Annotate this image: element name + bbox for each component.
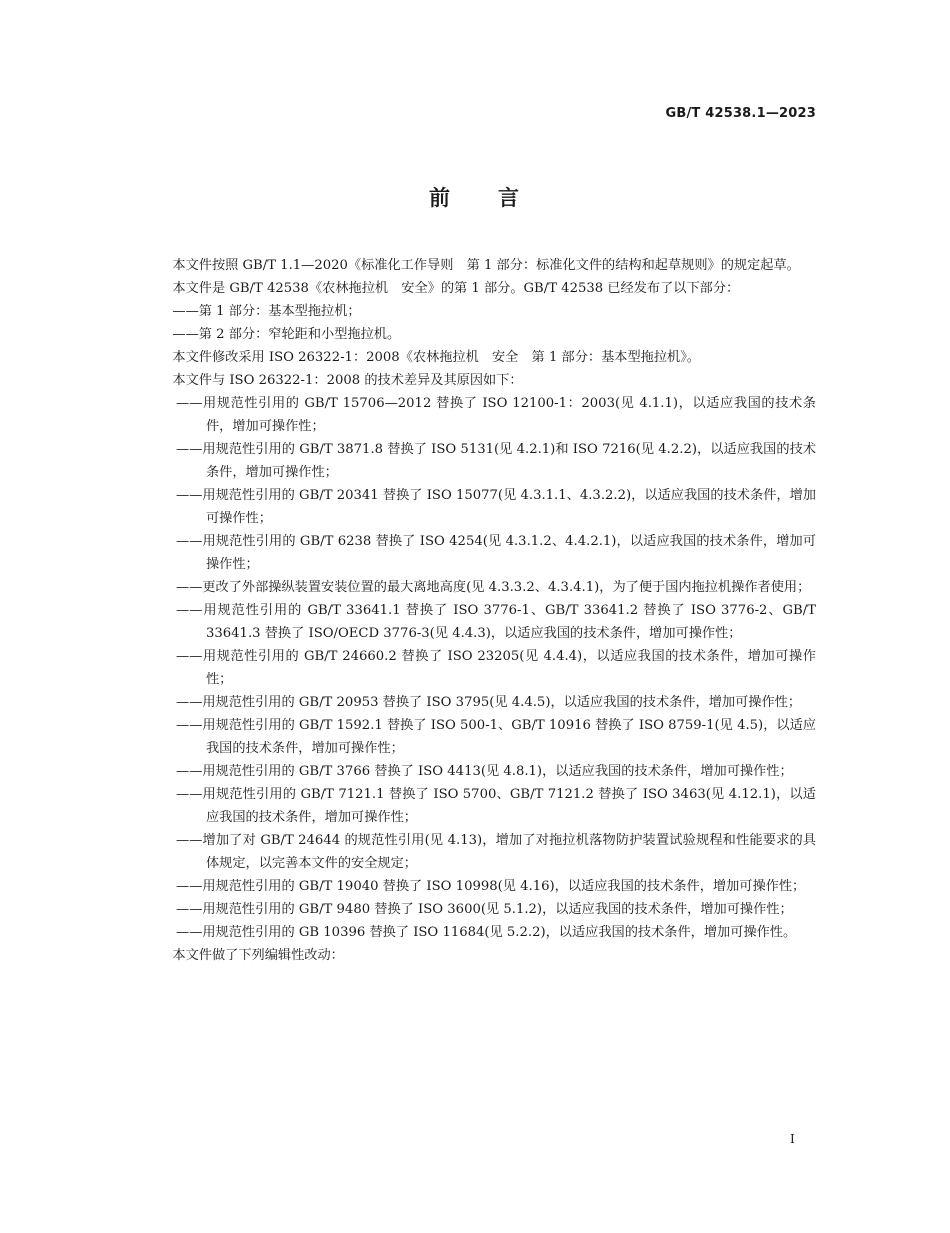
paragraph-editorial-changes: 本文件做了下列编辑性改动：	[172, 948, 344, 963]
list-item-difference: ——用规范性引用的 GB/T 7121.1 替换了 ISO 5700、GB/T 7121.2 替换了 ISO 3463(见 4.12.1)，以适应我国的技术条件，增加可操作性；	[176, 787, 816, 825]
list-item-difference: ——用规范性引用的 GB/T 19040 替换了 ISO 10998(见 4.16)，以适应我国的技术条件，增加可操作性；	[176, 879, 806, 894]
list-item-difference: ——用规范性引用的 GB/T 3871.8 替换了 ISO 5131(见 4.2.1)和 ISO 7216(见 4.2.2)，以适应我国的技术条件，增加可操作性；	[176, 442, 816, 480]
list-item-difference: ——增加了对 GB/T 24644 的规范性引用(见 4.13)，增加了对拖拉机落物防护装置试验规程和性能要求的具体规定，以完善本文件的安全规定；	[176, 833, 816, 871]
list-item-part: ——第 2 部分：窄轮距和小型拖拉机。	[172, 327, 401, 342]
list-item-difference: ——更改了外部操纵装置安装位置的最大离地高度(见 4.3.3.2、4.3.4.1)，为了便于国内拖拉机操作者使用；	[176, 580, 811, 595]
title-char-1: 前	[429, 186, 452, 210]
list-item-difference: ——用规范性引用的 GB/T 20341 替换了 ISO 15077(见 4.3.1.1、4.3.2.2)，以适应我国的技术条件，增加可操作性；	[176, 488, 816, 526]
paragraph-drafting-rules: 本文件按照 GB/T 1.1—2020《标准化工作导则 第 1 部分：标准化文件的结构和起草规则》的规定起草。	[172, 258, 800, 273]
paragraph-adoption: 本文件修改采用 ISO 26322-1：2008《农林拖拉机 安全 第 1 部分：基本型拖拉机》。	[172, 350, 700, 365]
page-title	[0, 182, 950, 212]
list-item-difference: ——用规范性引用的 GB/T 24660.2 替换了 ISO 23205(见 4.4.4)，以适应我国的技术条件，增加可操作性；	[176, 649, 816, 687]
list-item-difference: ——用规范性引用的 GB/T 33641.1 替换了 ISO 3776-1、GB/T 33641.2 替换了 ISO 3776-2、GB/T 33641.3 替换了 ISO/OECD 3776-3(见 4.4.3)，以适应我国的技术条件，增加可操作性；	[176, 603, 816, 641]
page-number: I	[790, 1132, 795, 1146]
list-item-difference: ——用规范性引用的 GB/T 1592.1 替换了 ISO 500-1、GB/T 10916 替换了 ISO 8759-1(见 4.5)，以适应我国的技术条件，增加可操作性；	[176, 718, 816, 756]
paragraph-series-intro: 本文件是 GB/T 42538《农林拖拉机 安全》的第 1 部分。GB/T 42538 已经发布了以下部分：	[172, 281, 740, 296]
document-body	[146, 254, 816, 967]
list-item-difference: ——用规范性引用的 GB/T 15706—2012 替换了 ISO 12100-1：2003(见 4.1.1)，以适应我国的技术条件，增加可操作性；	[176, 396, 816, 434]
paragraph-differences-intro: 本文件与 ISO 26322-1：2008 的技术差异及其原因如下：	[172, 373, 523, 388]
list-item-difference: ——用规范性引用的 GB/T 9480 替换了 ISO 3600(见 5.1.2)，以适应我国的技术条件，增加可操作性；	[176, 902, 793, 917]
list-item-difference: ——用规范性引用的 GB 10396 替换了 ISO 11684(见 5.2.2)，以适应我国的技术条件，增加可操作性。	[176, 925, 797, 940]
list-item-difference: ——用规范性引用的 GB/T 20953 替换了 ISO 3795(见 4.4.5)，以适应我国的技术条件，增加可操作性；	[176, 695, 802, 710]
list-item-part: ——第 1 部分：基本型拖拉机；	[172, 304, 361, 319]
list-item-difference: ——用规范性引用的 GB/T 3766 替换了 ISO 4413(见 4.8.1)，以适应我国的技术条件，增加可操作性；	[176, 764, 793, 779]
list-item-difference: ——用规范性引用的 GB/T 6238 替换了 ISO 4254(见 4.3.1.2、4.4.2.1)，以适应我国的技术条件，增加可操作性；	[176, 534, 816, 572]
title-char-2: 言	[498, 186, 521, 210]
standard-code: GB/T 42538.1—2023	[665, 106, 816, 121]
